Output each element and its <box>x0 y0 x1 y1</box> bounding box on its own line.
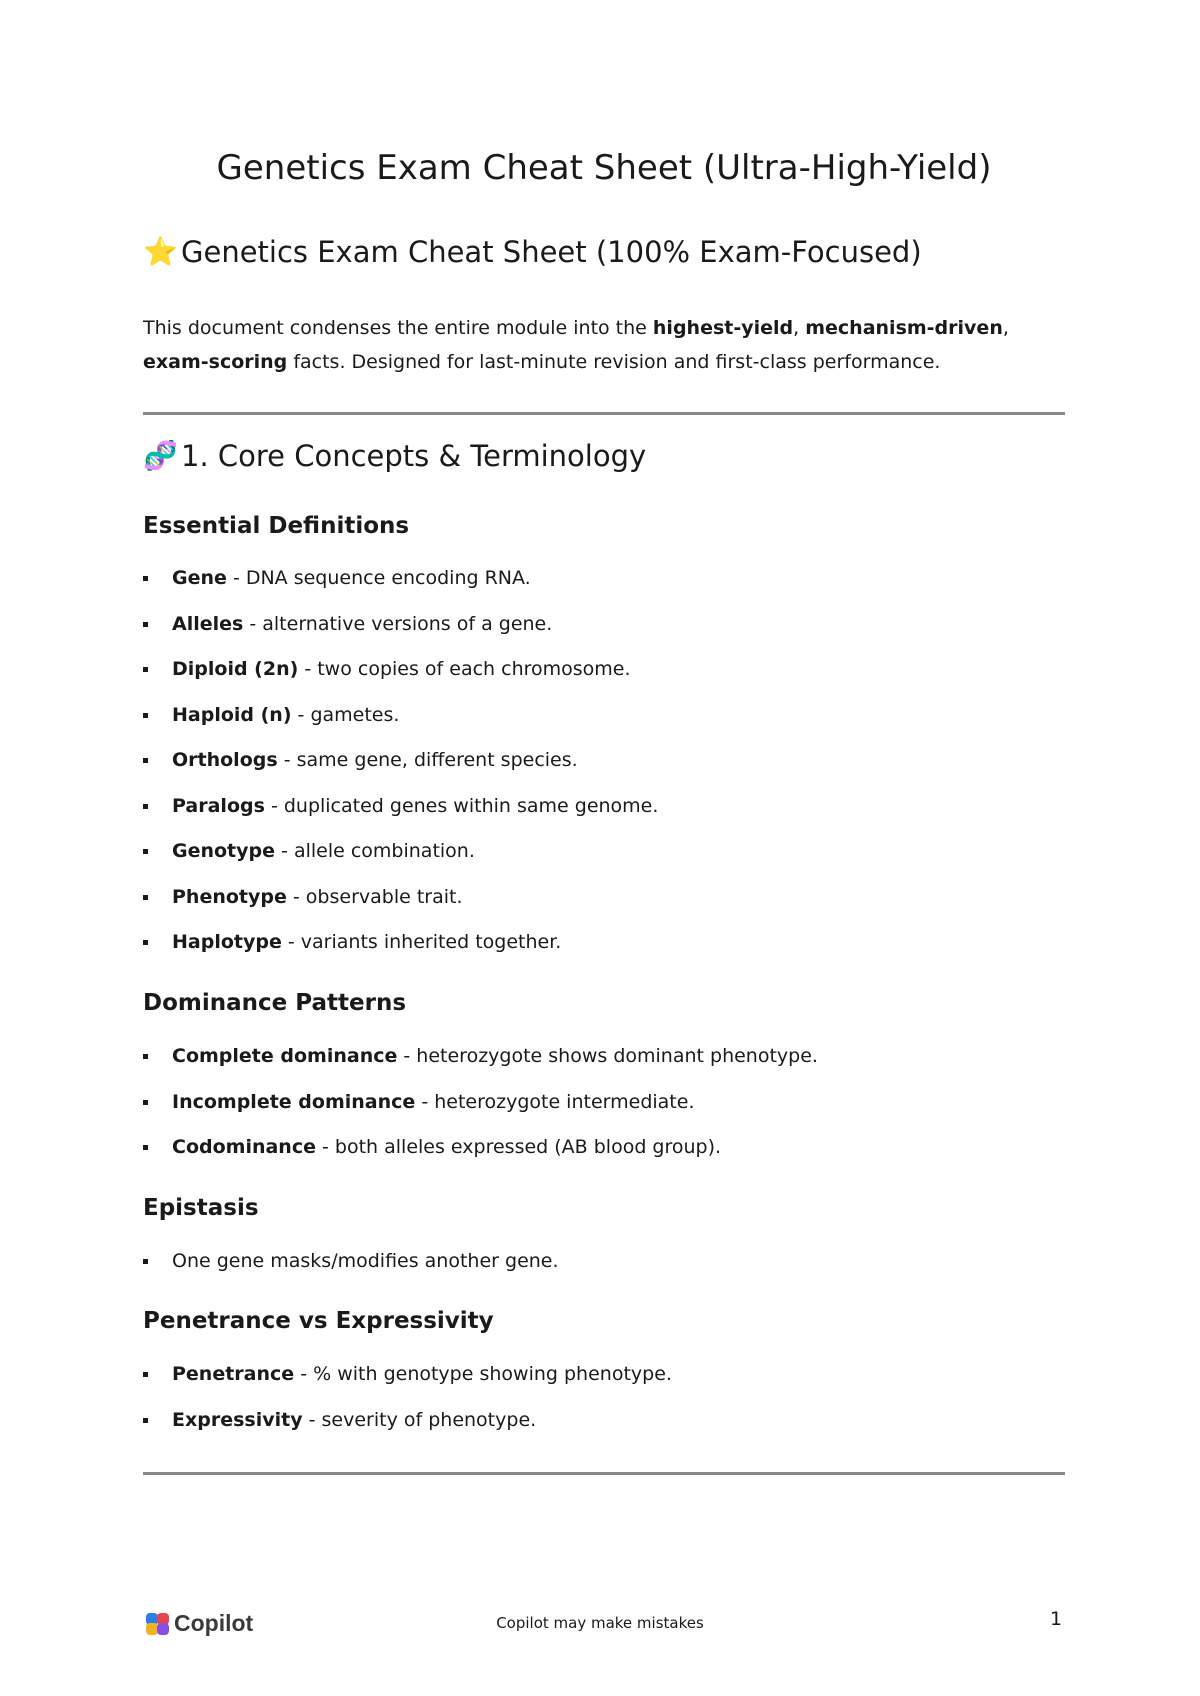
bullet-icon <box>143 713 148 718</box>
list-item <box>143 1407 1065 1453</box>
bullet-icon <box>143 1372 148 1377</box>
list-item-description: - same gene, different species. <box>277 749 578 771</box>
list-item-term: Diploid (2n) <box>172 658 299 680</box>
list-item <box>143 1089 1065 1135</box>
intro-text: facts. Designed for last-minute revision and first-class performance. <box>287 351 941 373</box>
list-item-term: Expressivity <box>172 1408 303 1431</box>
list-item <box>143 611 1065 657</box>
list-item-term: Penetrance <box>172 1363 295 1385</box>
subheading-dominance-patterns: Dominance Patterns <box>143 990 407 1016</box>
list-item <box>143 747 1065 793</box>
list-item-term: Phenotype <box>172 885 287 908</box>
list-item <box>143 1361 1065 1407</box>
list-item <box>143 1043 1065 1089</box>
list-item-description: - gametes. <box>291 703 400 726</box>
penetrance-list <box>143 1361 1065 1452</box>
list-item-term: Haplotype <box>172 931 282 953</box>
epistasis-list <box>143 1248 1065 1294</box>
list-item-term: Complete dominance <box>172 1045 398 1067</box>
bullet-icon <box>143 1259 148 1264</box>
main-heading-text: Genetics Exam Cheat Sheet (100% Exam-Focused) <box>181 235 922 269</box>
bullet-icon <box>143 1418 148 1423</box>
dominance-patterns-list <box>143 1043 1065 1180</box>
bullet-icon <box>143 804 148 809</box>
section-divider <box>143 412 1065 415</box>
intro-paragraph <box>143 311 1065 379</box>
list-item-term: Genotype <box>172 840 276 862</box>
list-item-term: Codominance <box>172 1136 316 1158</box>
list-item-term: Paralogs <box>172 794 265 817</box>
section-heading <box>143 436 646 476</box>
bullet-icon <box>143 758 148 763</box>
main-heading <box>143 232 922 272</box>
list-item <box>143 929 1065 975</box>
list-item <box>143 656 1065 702</box>
list-item <box>143 884 1065 930</box>
section-heading-text: 1. Core Concepts & Terminology <box>181 439 647 473</box>
intro-text: , <box>1002 317 1009 339</box>
footer-disclaimer: Copilot may make mistakes <box>496 1614 704 1632</box>
bullet-icon <box>143 940 148 945</box>
subheading-epistasis: Epistasis <box>143 1195 259 1221</box>
intro-bold: highest-yield <box>652 317 794 339</box>
document-title: Genetics Exam Cheat Sheet (Ultra-High-Yield) <box>216 148 992 188</box>
intro-text: , <box>793 317 806 339</box>
dna-icon: 🧬 <box>143 439 178 472</box>
list-item-description: - severity of phenotype. <box>302 1408 537 1431</box>
list-item-description: - two copies of each chromosome. <box>298 658 631 680</box>
list-item-description: - heterozygote intermediate. <box>415 1090 695 1113</box>
list-item-description: - heterozygote shows dominant phenotype. <box>397 1045 818 1067</box>
star-icon: ⭐ <box>143 235 178 268</box>
bullet-icon <box>143 1054 148 1059</box>
list-item-description: - % with genotype showing phenotype. <box>294 1363 672 1385</box>
bullet-icon <box>143 667 148 672</box>
list-item-description: - duplicated genes within same genome. <box>264 794 659 817</box>
list-item-description: - both alleles expressed (AB blood group). <box>315 1136 722 1158</box>
bullet-icon <box>143 1145 148 1150</box>
list-item-term: Alleles <box>172 612 244 635</box>
bullet-icon <box>143 576 148 581</box>
bullet-icon <box>143 1100 148 1105</box>
list-item <box>143 1248 1065 1294</box>
list-item-description: - observable trait. <box>286 885 463 908</box>
copilot-brand-text: Copilot <box>174 1610 254 1636</box>
list-item-term: Orthologs <box>172 749 278 771</box>
list-item-description: One gene masks/modifies another gene. <box>172 1250 559 1272</box>
subheading-essential-definitions: Essential Definitions <box>143 513 410 539</box>
subheading-penetrance-expressivity: Penetrance vs Expressivity <box>143 1308 494 1334</box>
list-item <box>143 565 1065 611</box>
list-item <box>143 838 1065 884</box>
essential-definitions-list <box>143 565 1065 975</box>
page-number: 1 <box>1050 1608 1063 1630</box>
intro-bold: exam-scoring <box>143 351 288 373</box>
list-item <box>143 702 1065 748</box>
intro-text: This document condenses the entire module into the <box>143 317 653 339</box>
list-item-term: Haploid (n) <box>172 703 292 726</box>
list-item-term: Incomplete dominance <box>172 1090 416 1113</box>
list-item-description: - alternative versions of a gene. <box>243 612 553 635</box>
section-divider <box>143 1472 1065 1475</box>
bullet-icon <box>143 849 148 854</box>
intro-bold: mechanism-driven <box>805 317 1003 339</box>
list-item-description: - allele combination. <box>275 840 475 862</box>
list-item-term: Gene <box>172 567 227 589</box>
list-item <box>143 793 1065 839</box>
list-item-description: - variants inherited together. <box>281 931 562 953</box>
list-item <box>143 1134 1065 1180</box>
list-item-description: - DNA sequence encoding RNA. <box>226 567 531 589</box>
bullet-icon <box>143 895 148 900</box>
bullet-icon <box>143 622 148 627</box>
